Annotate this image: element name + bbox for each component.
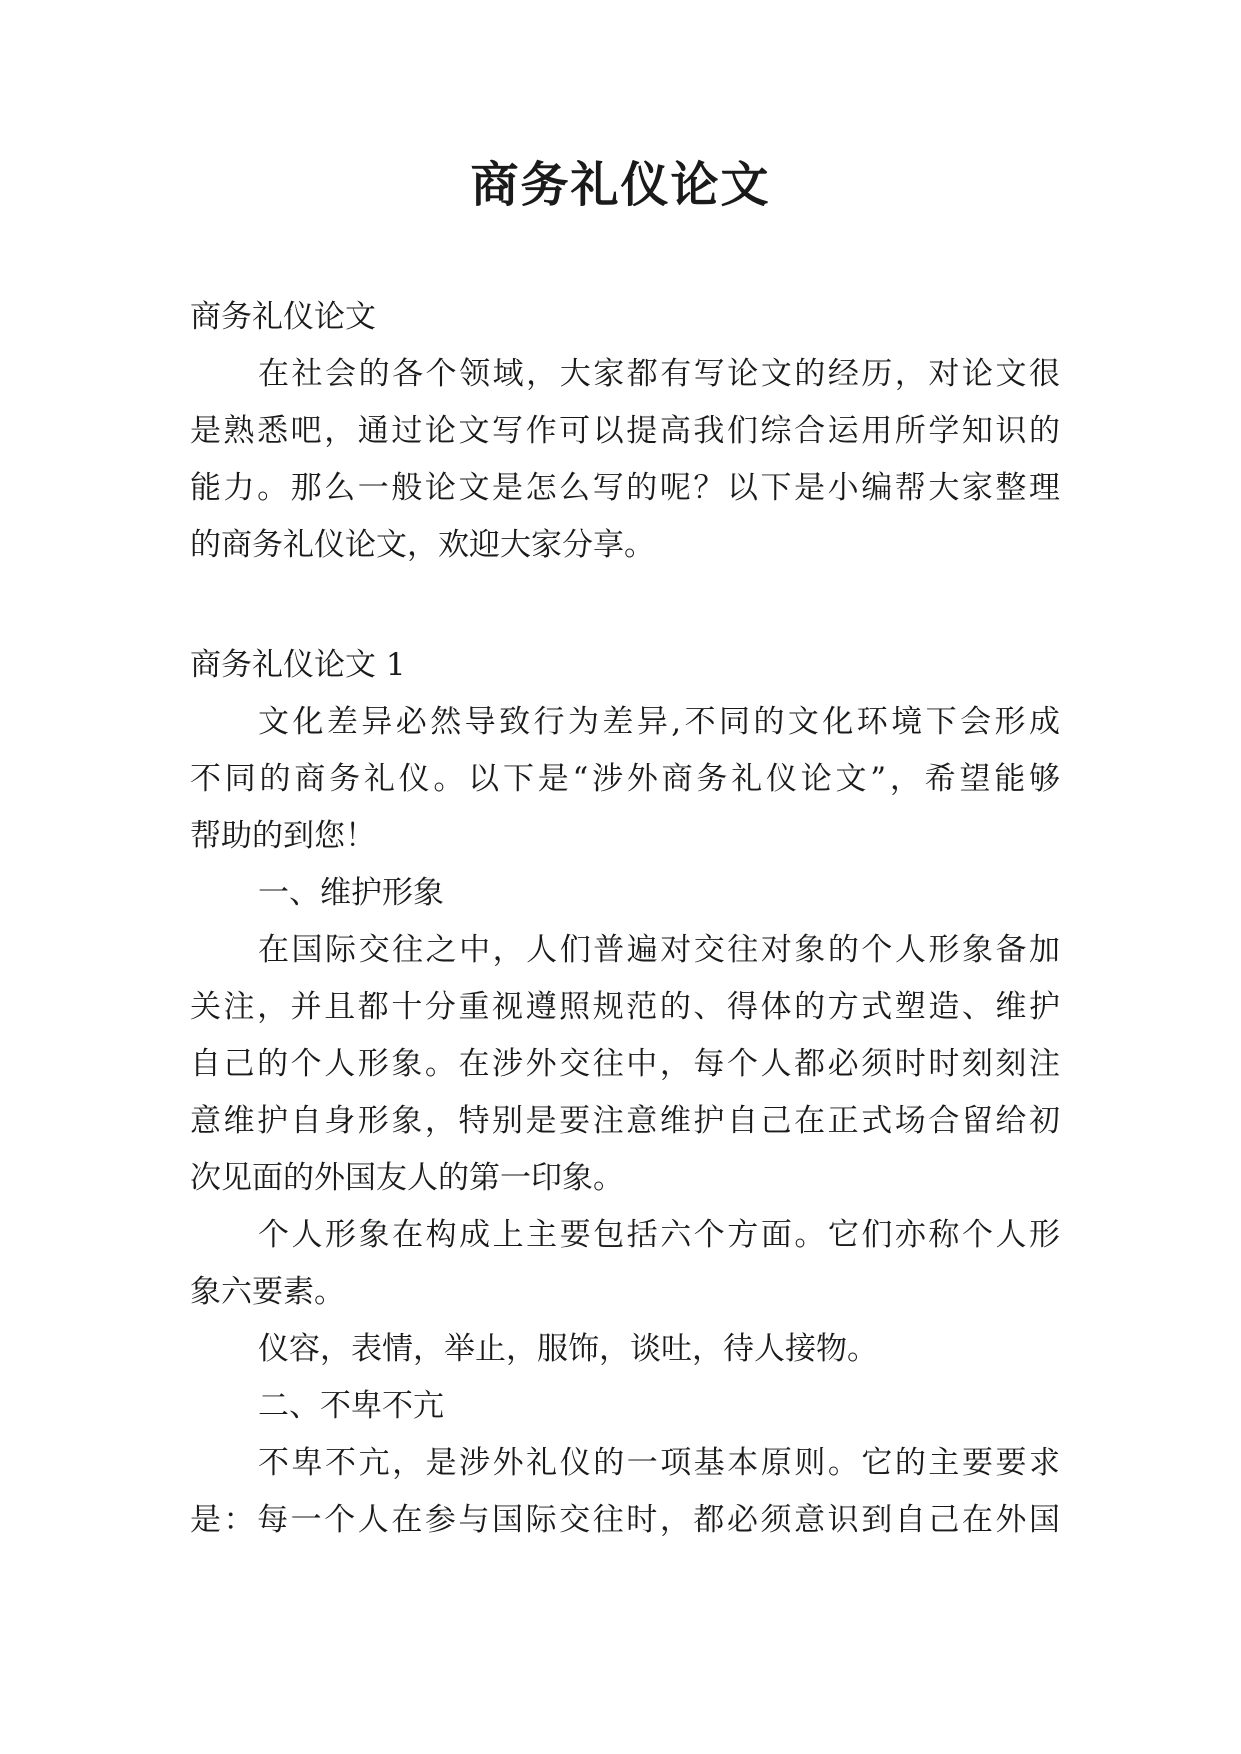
text-line: 次见面的外国友人的第一印象。 bbox=[190, 1160, 624, 1196]
text-line: 文化差异必然导致行为差异,不同的文化环境下会形成 bbox=[258, 704, 1060, 740]
text-line: 不同的商务礼仪。以下是“涉外商务礼仪论文”，希望能够 bbox=[190, 761, 1060, 797]
text-line: 帮助的到您！ bbox=[190, 818, 376, 854]
text-line: 个人形象在构成上主要包括六个方面。它们亦称个人形 bbox=[258, 1217, 1060, 1253]
text-line: 自己的个人形象。在涉外交往中，每个人都必须时时刻刻注 bbox=[190, 1046, 1060, 1082]
text-line: 意维护自身形象，特别是要注意维护自己在正式场合留给初 bbox=[190, 1103, 1060, 1139]
text-line: 能力。那么一般论文是怎么写的呢？以下是小编帮大家整理 bbox=[190, 470, 1060, 506]
document-title: 商务礼仪论文 bbox=[470, 157, 771, 213]
text-line: 象六要素。 bbox=[190, 1274, 345, 1310]
text-line: 一、维护形象 bbox=[258, 875, 444, 911]
text-line: 是：每一个人在参与国际交往时，都必须意识到自己在外国 bbox=[190, 1502, 1060, 1538]
text-line: 不卑不亢，是涉外礼仪的一项基本原则。它的主要要求 bbox=[258, 1445, 1060, 1481]
text-line: 的商务礼仪论文，欢迎大家分享。 bbox=[190, 527, 655, 563]
text-line: 商务礼仪论文 bbox=[190, 299, 376, 335]
text-line: 在社会的各个领域，大家都有写论文的经历，对论文很 bbox=[258, 356, 1060, 392]
text-line: 关注，并且都十分重视遵照规范的、得体的方式塑造、维护 bbox=[190, 989, 1060, 1025]
text-line: 在国际交往之中，人们普遍对交往对象的个人形象备加 bbox=[258, 932, 1060, 968]
text-line: 是熟悉吧，通过论文写作可以提高我们综合运用所学知识的 bbox=[190, 413, 1060, 449]
text-line: 二、不卑不亢 bbox=[258, 1388, 444, 1424]
text-line: 商务礼仪论文 1 bbox=[190, 647, 406, 683]
text-line: 仪容，表情，举止，服饰，谈吐，待人接物。 bbox=[258, 1331, 878, 1367]
